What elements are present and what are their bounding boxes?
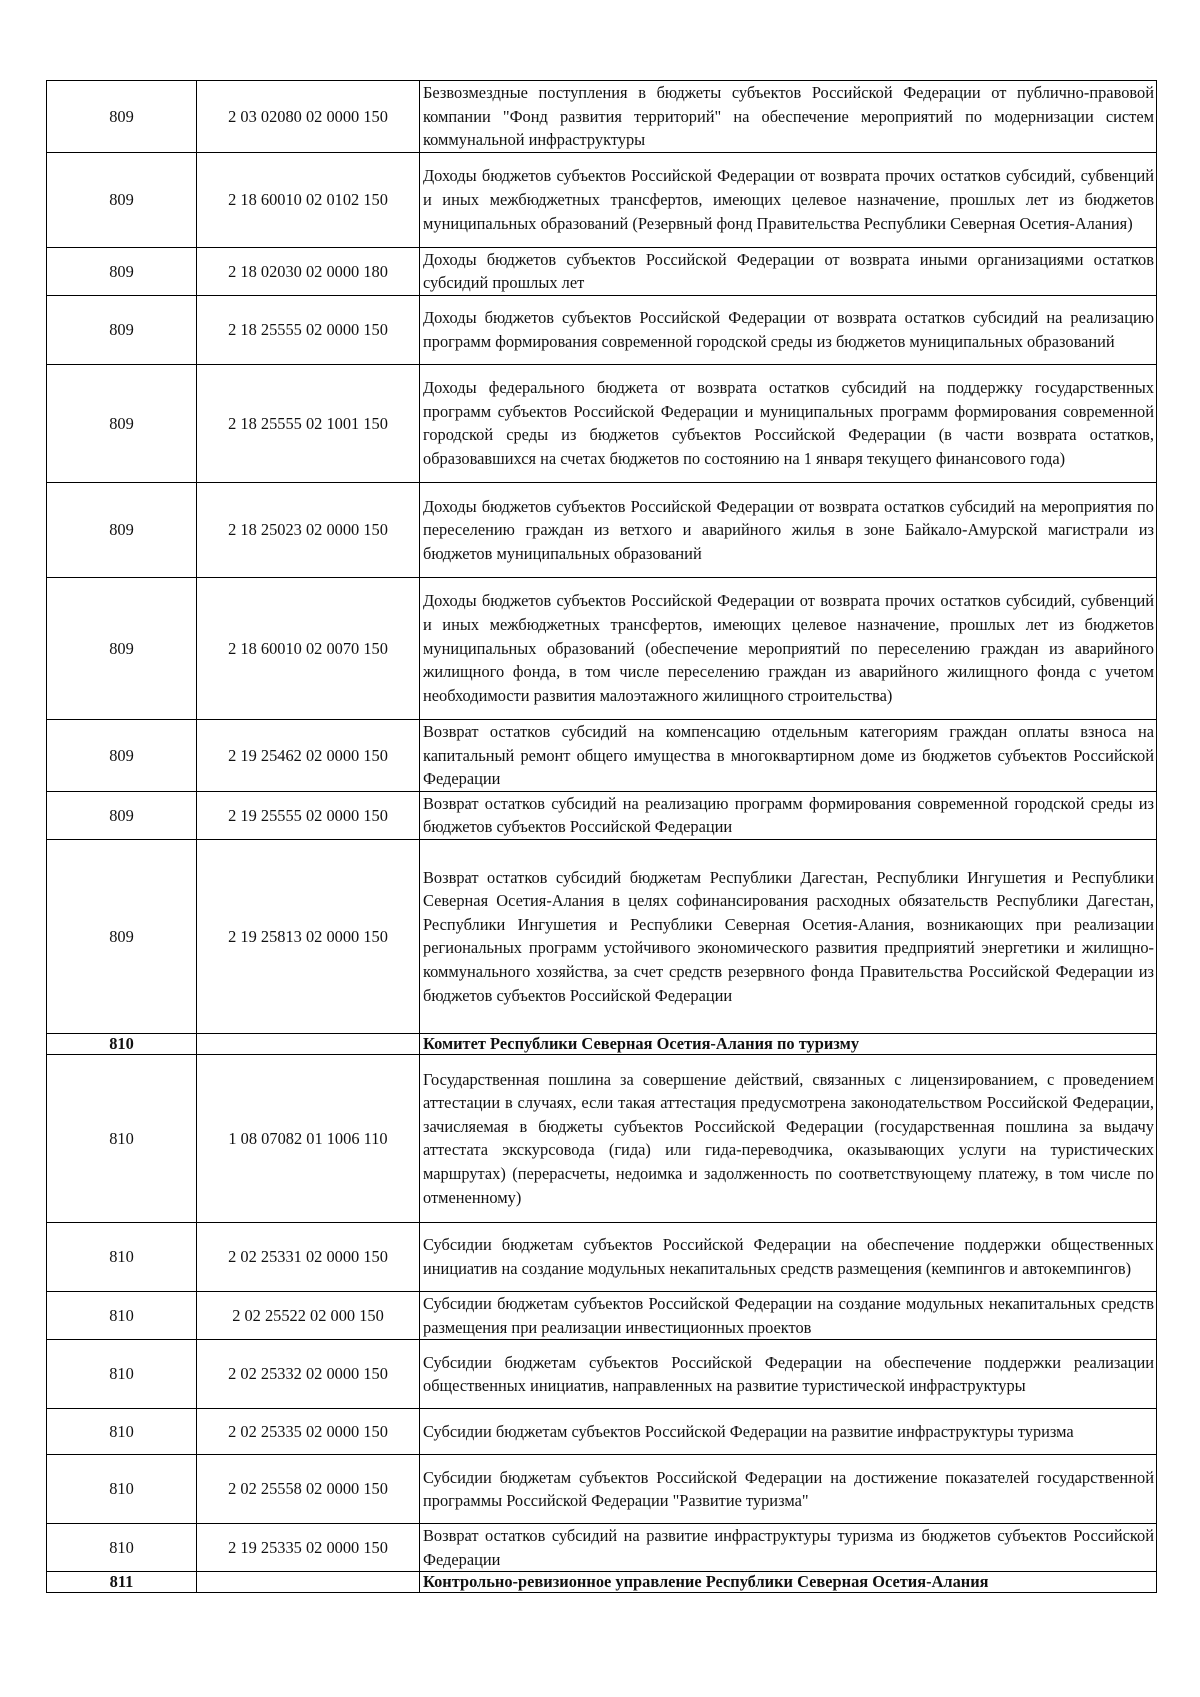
revenue-code-cell: 2 02 25331 02 0000 150 <box>197 1222 420 1291</box>
revenue-code-cell: 2 03 02080 02 0000 150 <box>197 81 420 153</box>
admin-code-cell: 810 <box>47 1340 197 1409</box>
table-row <box>47 482 1157 577</box>
revenue-code-cell <box>197 1033 420 1054</box>
revenue-code-cell: 2 19 25462 02 0000 150 <box>197 719 420 791</box>
admin-code-cell: 809 <box>47 152 197 247</box>
admin-code-cell: 810 <box>47 1054 197 1222</box>
admin-code-cell: 809 <box>47 577 197 719</box>
table-row <box>47 1054 1157 1222</box>
description-cell: Возврат остатков субсидий на развитие инфраструктуры туризма из бюджетов субъектов Российской Федерации <box>420 1524 1157 1572</box>
revenue-code-cell: 2 19 25335 02 0000 150 <box>197 1524 420 1572</box>
table-row <box>47 295 1157 364</box>
description-cell: Доходы федерального бюджета от возврата остатков субсидий на поддержку государственных программ субъектов Российской Федерации и муниципальных программ формирования современной городской среды из бюджетов субъектов Российской Федерации (в части возврата остатков, образовавшихся на счетах бюджетов по состоянию на 1 января текущего финансового года) <box>420 364 1157 482</box>
description-cell: Субсидии бюджетам субъектов Российской Федерации на создание модульных некапитальных средств размещения при реализации инвестиционных проектов <box>420 1291 1157 1339</box>
table-row <box>47 1340 1157 1409</box>
description-cell: Возврат остатков субсидий на реализацию программ формирования современной городской среды из бюджетов субъектов Российской Федерации <box>420 791 1157 839</box>
table-row <box>47 577 1157 719</box>
revenue-code-cell: 2 02 25558 02 0000 150 <box>197 1455 420 1524</box>
admin-code-cell: 809 <box>47 81 197 153</box>
admin-code-cell: 811 <box>47 1572 197 1593</box>
admin-code-cell: 810 <box>47 1222 197 1291</box>
description-cell: Доходы бюджетов субъектов Российской Федерации от возврата прочих остатков субсидий, субвенций и иных межбюджетных трансфертов, имеющих целевое назначение, прошлых лет из бюджетов муниципальных образований (Резервный фонд Правительства Республики Северная Осетия-Алания) <box>420 152 1157 247</box>
table-row <box>47 719 1157 791</box>
description-cell: Комитет Республики Северная Осетия-Алания по туризму <box>420 1033 1157 1054</box>
description-cell: Доходы бюджетов субъектов Российской Федерации от возврата остатков субсидий на реализацию программ формирования современной городской среды из бюджетов муниципальных образований <box>420 295 1157 364</box>
description-cell: Безвозмездные поступления в бюджеты субъектов Российской Федерации от публично-правовой компании "Фонд развития территорий" на обеспечение мероприятий по модернизации систем коммунальной инфраструктуры <box>420 81 1157 153</box>
admin-code-cell: 810 <box>47 1291 197 1339</box>
table-row <box>47 1222 1157 1291</box>
description-cell: Возврат остатков субсидий бюджетам Республики Дагестан, Республики Ингушетия и Республики Северная Осетия-Алания в целях софинансирования расходных обязательств Республики Дагестан, Республики Ингушетия и Республики Северная Осетия-Алания, возникающих при реализации региональных программ устойчивого экономического развития предприятий энергетики и жилищно-коммунального хозяйства, за счет средств резервного фонда Правительства Российской Федерации из бюджетов субъектов Российской Федерации <box>420 839 1157 1033</box>
description-cell: Контрольно-ревизионное управление Республики Северная Осетия-Алания <box>420 1572 1157 1593</box>
table-body <box>47 81 1157 1593</box>
admin-code-cell: 810 <box>47 1455 197 1524</box>
table-row <box>47 1524 1157 1572</box>
revenue-code-cell: 2 18 25023 02 0000 150 <box>197 482 420 577</box>
table-row <box>47 81 1157 153</box>
admin-code-cell: 809 <box>47 791 197 839</box>
revenue-code-cell: 2 19 25813 02 0000 150 <box>197 839 420 1033</box>
admin-code-cell: 809 <box>47 719 197 791</box>
revenue-code-cell: 2 02 25335 02 0000 150 <box>197 1409 420 1455</box>
revenue-code-cell <box>197 1572 420 1593</box>
table-row <box>47 1291 1157 1339</box>
description-cell: Доходы бюджетов субъектов Российской Федерации от возврата остатков субсидий на мероприятия по переселению граждан из ветхого и аварийного жилья в зоне Байкало-Амурской магистрали из бюджетов муниципальных образований <box>420 482 1157 577</box>
admin-code-cell: 809 <box>47 295 197 364</box>
revenue-code-cell: 2 19 25555 02 0000 150 <box>197 791 420 839</box>
table-row <box>47 839 1157 1033</box>
description-cell: Государственная пошлина за совершение действий, связанных с лицензированием, с проведением аттестации в случаях, если такая аттестация предусмотрена законодательством Российской Федерации, зачисляемая в бюджеты субъектов Российской Федерации (государственная пошлина за выдачу аттестата экскурсовода (гида) или гида-переводчика, оказывающих услуги на туристических маршрутах) (перерасчеты, недоимка и задолженность по соответствующему платежу, в том числе по отмененному) <box>420 1054 1157 1222</box>
revenue-code-cell: 1 08 07082 01 1006 110 <box>197 1054 420 1222</box>
admin-code-cell: 809 <box>47 839 197 1033</box>
revenue-code-cell: 2 02 25332 02 0000 150 <box>197 1340 420 1409</box>
admin-code-cell: 809 <box>47 247 197 295</box>
table-row <box>47 152 1157 247</box>
section-header-row <box>47 1572 1157 1593</box>
description-cell: Доходы бюджетов субъектов Российской Федерации от возврата прочих остатков субсидий, субвенций и иных межбюджетных трансфертов, имеющих целевое назначение, прошлых лет из бюджетов муниципальных образований (обеспечение мероприятий по переселению граждан из аварийного жилищного фонда, в том числе переселению граждан из аварийного жилищного фонда с учетом необходимости развития малоэтажного жилищного строительства) <box>420 577 1157 719</box>
description-cell: Субсидии бюджетам субъектов Российской Федерации на достижение показателей государственной программы Российской Федерации "Развитие туризма" <box>420 1455 1157 1524</box>
admin-code-cell: 809 <box>47 482 197 577</box>
admin-code-cell: 809 <box>47 364 197 482</box>
revenue-code-cell: 2 18 25555 02 0000 150 <box>197 295 420 364</box>
table-row <box>47 1455 1157 1524</box>
table-row <box>47 247 1157 295</box>
section-header-row <box>47 1033 1157 1054</box>
revenue-code-cell: 2 02 25522 02 000 150 <box>197 1291 420 1339</box>
revenue-code-cell: 2 18 60010 02 0070 150 <box>197 577 420 719</box>
table-row <box>47 364 1157 482</box>
admin-code-cell: 810 <box>47 1033 197 1054</box>
revenue-code-cell: 2 18 60010 02 0102 150 <box>197 152 420 247</box>
description-cell: Возврат остатков субсидий на компенсацию отдельным категориям граждан оплаты взноса на капитальный ремонт общего имущества в многоквартирном доме из бюджетов субъектов Российской Федерации <box>420 719 1157 791</box>
description-cell: Субсидии бюджетам субъектов Российской Федерации на обеспечение поддержки общественных инициатив на создание модульных некапитальных средств размещения (кемпингов и автокемпингов) <box>420 1222 1157 1291</box>
description-cell: Доходы бюджетов субъектов Российской Федерации от возврата иными организациями остатков субсидий прошлых лет <box>420 247 1157 295</box>
admin-code-cell: 810 <box>47 1409 197 1455</box>
description-cell: Субсидии бюджетам субъектов Российской Федерации на развитие инфраструктуры туризма <box>420 1409 1157 1455</box>
table-row <box>47 791 1157 839</box>
revenue-code-cell: 2 18 25555 02 1001 150 <box>197 364 420 482</box>
table-row <box>47 1409 1157 1455</box>
admin-code-cell: 810 <box>47 1524 197 1572</box>
budget-code-table <box>46 80 1157 1593</box>
description-cell: Субсидии бюджетам субъектов Российской Федерации на обеспечение поддержки реализации общественных инициатив, направленных на развитие туристической инфраструктуры <box>420 1340 1157 1409</box>
revenue-code-cell: 2 18 02030 02 0000 180 <box>197 247 420 295</box>
